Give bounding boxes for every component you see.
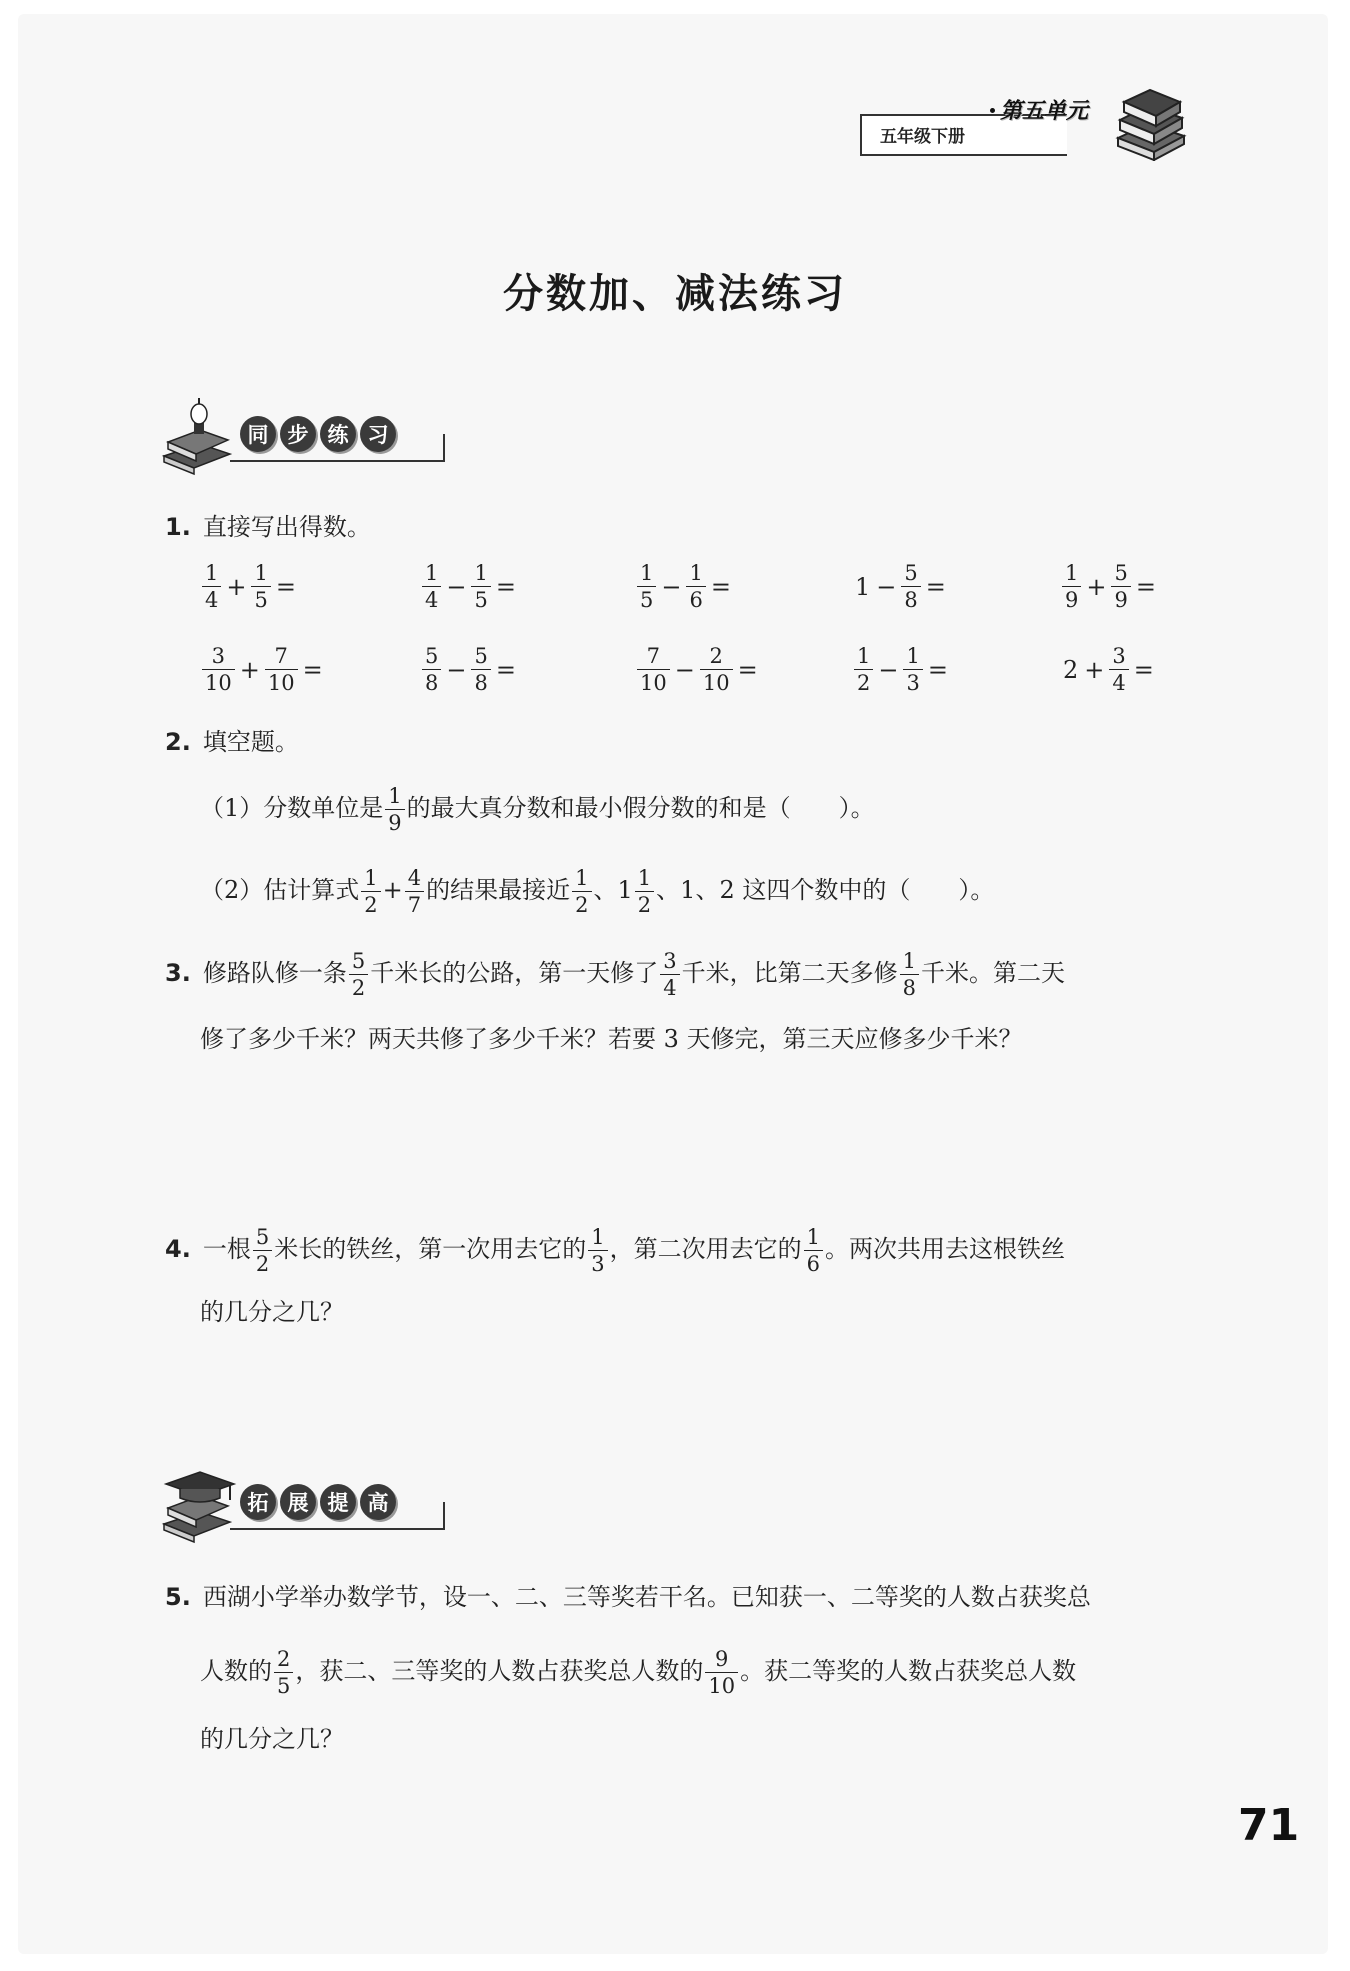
expression: $\frac{1}{9}$ + $\frac{5}{9}$ = [1060, 562, 1159, 611]
section-char: 习 [360, 416, 396, 452]
fraction: $\frac{5}{8}$ [422, 645, 441, 694]
fraction: $\frac{1}{3}$ [903, 645, 922, 694]
page-title: 分数加、减法练习 [503, 270, 847, 317]
question-number: 3. [165, 959, 191, 987]
expression: $\frac{3}{10}$ + $\frac{7}{10}$ = [200, 645, 326, 694]
fraction: $\frac{1}{2}$ [854, 645, 873, 694]
section-title-extension [240, 1484, 396, 1520]
section-char: 展 [280, 1484, 316, 1520]
section-char: 提 [320, 1484, 356, 1520]
section-header-extension [160, 1466, 460, 1546]
fraction: $\frac{1}{5}$ [471, 562, 490, 611]
fraction: $\frac{1}{4}$ [422, 562, 441, 611]
divider [443, 1502, 445, 1530]
question-5: 5. 西湖小学举办数学节，设一、二、三等奖若干名。已知获一、二等奖的人数占获奖总 [165, 1583, 1091, 1611]
question-5-line-3: 的几分之几？ [200, 1725, 344, 1753]
books-lamp-icon [160, 398, 240, 478]
divider [443, 434, 445, 462]
question-number: 1. [165, 513, 191, 541]
fraction: $\frac{1}{9}$ [1062, 562, 1081, 611]
section-char: 步 [280, 416, 316, 452]
fraction: $\frac{5}{8}$ [901, 562, 920, 611]
grade-label: 五年级下册 [880, 127, 965, 147]
question-text: 填空题。 [202, 728, 299, 756]
section-header-practice [160, 398, 460, 478]
expression: $\frac{5}{8}$ − $\frac{5}{8}$ = [420, 645, 519, 694]
question-text: 直接写出得数。 [202, 513, 371, 541]
fraction: $\frac{3}{10}$ [202, 645, 235, 694]
expression: 1 − $\frac{5}{8}$ = [855, 561, 946, 612]
expression: $\frac{7}{10}$ − $\frac{2}{10}$ = [635, 645, 761, 694]
question-5-line-2: 人数的 $\frac{2}{5}$ ，获二、三等奖的人数占获奖总人数的 $\frac{9}{10}$ 。获二等奖的人数占获奖总人数 [200, 1647, 1077, 1698]
question-3-line-2: 修了多少千米？两天共修了多少千米？若要 3 天修完，第三天应修多少千米？ [200, 1025, 1023, 1053]
section-title-practice [240, 416, 396, 452]
expression: $\frac{1}{4}$ − $\frac{1}{5}$ = [420, 562, 519, 611]
section-char: 练 [320, 416, 356, 452]
fraction: $\frac{3}{4}$ [1109, 645, 1128, 694]
divider [230, 1528, 445, 1530]
question-4: 4. 一根 $\frac{5}{2}$ 米长的铁丝，第一次用去它的 $\frac{1}{3}$ ，第二次用去它的 $\frac{1}{6}$ 。两次共用去这根铁丝 [165, 1225, 1065, 1276]
unit-label: 第五单元 [1000, 99, 1089, 124]
fraction: $\frac{1}{6}$ [686, 562, 705, 611]
books-icon [1110, 86, 1190, 161]
question-number: 4. [165, 1235, 191, 1263]
divider [230, 460, 445, 462]
fraction: $\frac{7}{10}$ [265, 645, 298, 694]
expression: $\frac{1}{4}$ + $\frac{1}{5}$ = [200, 562, 299, 611]
question-2 [165, 725, 299, 759]
section-char: 拓 [240, 1484, 276, 1520]
expression: $\frac{1}{2}$ − $\frac{1}{3}$ = [852, 645, 951, 694]
question-1 [165, 510, 371, 544]
unit-badge [860, 86, 1200, 164]
fraction: $\frac{1}{4}$ [202, 562, 221, 611]
page-number: 71 [1238, 1800, 1300, 1851]
question-2-part-1: （1）分数单位是 $\frac{1}{9}$ 的最大真分数和最小假分数的和是（ ）。 [200, 784, 875, 835]
question-4-line-2: 的几分之几？ [200, 1298, 344, 1326]
fraction: $\frac{1}{5}$ [637, 562, 656, 611]
fraction: $\frac{7}{10}$ [637, 645, 670, 694]
books-graduation-cap-icon [160, 1466, 240, 1546]
fraction: $\frac{1}{5}$ [251, 562, 270, 611]
fraction: $\frac{5}{8}$ [471, 645, 490, 694]
section-char: 高 [360, 1484, 396, 1520]
section-char: 同 [240, 416, 276, 452]
question-3: 3. 修路队修一条 $\frac{5}{2}$ 千米长的公路，第一天修了 $\frac{3}{4}$ 千米，比第二天多修 $\frac{1}{8}$ 千米。第二天 [165, 949, 1065, 1000]
question-number: 5. [165, 1583, 191, 1611]
expression: 2 + $\frac{3}{4}$ = [1063, 644, 1154, 695]
fraction: $\frac{2}{10}$ [700, 645, 733, 694]
question-2-part-2: （2）估计算式 $\frac{1}{2}$ + $\frac{4}{7}$ 的结果最接近 $\frac{1}{2}$ 、1 $\frac{1}{2}$ 、1、2 这四个数中的（ ）。 [200, 866, 995, 917]
dot-icon [990, 108, 995, 113]
expression: $\frac{1}{5}$ − $\frac{1}{6}$ = [635, 562, 734, 611]
question-number: 2. [165, 728, 191, 756]
fraction: $\frac{5}{9}$ [1111, 562, 1130, 611]
